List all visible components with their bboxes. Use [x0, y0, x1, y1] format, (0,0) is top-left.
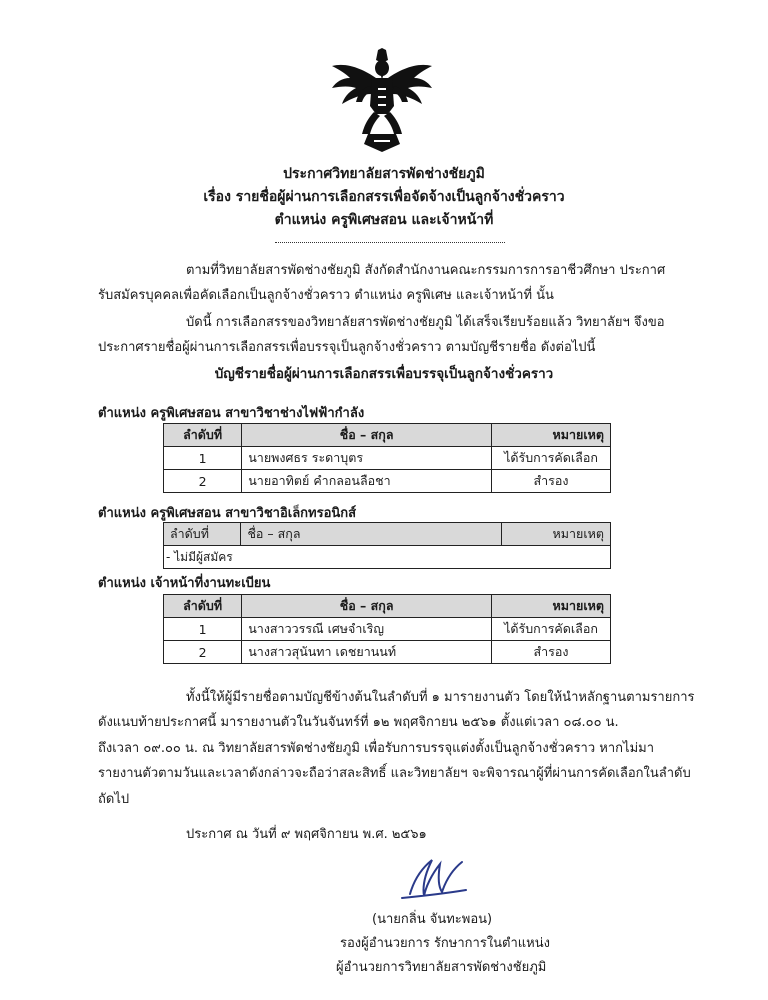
row-remark: สำรอง	[492, 641, 611, 664]
table-row	[164, 546, 611, 569]
garuda-emblem-icon	[326, 48, 438, 152]
col-remark-header: หมายเหตุ	[492, 424, 611, 447]
row-name: นายพงศธร ระดาบุตร	[242, 447, 492, 470]
signer-name: (นายกลิ่น จันทะพอน)	[372, 912, 493, 927]
closing-line-2: ดังแนบท้ายประกาศนี้ มารายงานตัวในวันจันทร์ที่ ๑๒ พฤศจิกายน ๒๕๖๑ ตั้งแต่เวลา ๐๘.๐๐ น.	[98, 715, 619, 730]
signer-title-1: รองผู้อำนวยการ รักษาการในตำแหน่ง	[340, 936, 550, 951]
col-name-header: ชื่อ – สกุล	[241, 523, 502, 546]
table-electrical	[163, 423, 611, 493]
closing-line-3: ถึงเวลา ๐๙.๐๐ น. ณ วิทยาลัยสารพัดช่างชัยภูมิ เพื่อรับการบรรจุแต่งตั้งเป็นลูกจ้างชั่วคราว หากไม่มา	[98, 741, 655, 756]
table-electronics	[163, 522, 611, 569]
row-remark: สำรอง	[492, 470, 611, 493]
header-subject: เรื่อง รายชื่อผู้ผ่านการเลือกสรรเพื่อจัดจ้างเป็นลูกจ้างชั่วคราว	[203, 189, 565, 205]
signature-icon	[392, 850, 472, 906]
col-remark-header: หมายเหตุ	[502, 523, 611, 546]
row-name: นางสาววรรณี เศษจำเริญ	[242, 618, 492, 641]
table-row	[164, 618, 611, 641]
table-row	[164, 447, 611, 470]
signer-title-2: ผู้อำนวยการวิทยาลัยสารพัดช่างชัยภูมิ	[336, 960, 547, 975]
section-label-registrar: ตำแหน่ง เจ้าหน้าที่งานทะเบียน	[98, 576, 271, 591]
row-name: นายอาทิตย์ คำกลอนลือชา	[242, 470, 492, 493]
closing-line-5: ถัดไป	[98, 792, 130, 807]
table-row	[164, 641, 611, 664]
col-order-header: ลำดับที่	[164, 523, 241, 546]
col-order-header: ลำดับที่	[164, 424, 242, 447]
row-order: 1	[164, 618, 242, 641]
row-order: 2	[164, 641, 242, 664]
closing-line-1: ทั้งนี้ให้ผู้มีรายชื่อตามบัญชีข้างต้นในลำดับที่ ๑ มารายงานตัว โดยให้นำหลักฐานตามรายการ	[186, 690, 695, 705]
intro-paragraph-2b: ประกาศรายชื่อผู้ผ่านการเลือกสรรเพื่อบรรจุเป็นลูกจ้างชั่วคราว ตามบัญชีรายชื่อ ดังต่อไปนี้	[98, 340, 596, 355]
list-title: บัญชีรายชื่อผู้ผ่านการเลือกสรรเพื่อบรรจุเป็นลูกจ้างชั่วคราว	[214, 366, 554, 382]
col-name-header: ชื่อ – สกุล	[242, 595, 492, 618]
col-name-header: ชื่อ – สกุล	[242, 424, 492, 447]
section-label-electrical: ตำแหน่ง ครูพิเศษสอน สาขาวิชาช่างไฟฟ้ากำลัง	[98, 406, 365, 421]
col-order-header: ลำดับที่	[164, 595, 242, 618]
row-order: 1	[164, 447, 242, 470]
row-remark: ได้รับการคัดเลือก	[492, 618, 611, 641]
intro-paragraph-1a: ตามที่วิทยาลัยสารพัดช่างชัยภูมิ สังกัดสำนักงานคณะกรรมการการอาชีวศึกษา ประกาศ	[186, 263, 666, 278]
table-registrar	[163, 594, 611, 664]
intro-paragraph-2a: บัดนี้ การเลือกสรรของวิทยาลัยสารพัดช่างชัยภูมิ ได้เสร็จเรียบร้อยแล้ว วิทยาลัยฯ จึงขอ	[186, 315, 665, 330]
col-remark-header: หมายเหตุ	[492, 595, 611, 618]
no-applicant-text: - ไม่มีผู้สมัคร	[164, 546, 611, 569]
section-label-electronics: ตำแหน่ง ครูพิเศษสอน สาขาวิชาอิเล็กทรอนิกส์	[98, 506, 357, 521]
row-order: 2	[164, 470, 242, 493]
row-remark: ได้รับการคัดเลือก	[492, 447, 611, 470]
row-name: นางสาวสุนันทา เดชยานนท์	[242, 641, 492, 664]
table-row	[164, 470, 611, 493]
header-title: ประกาศวิทยาลัยสารพัดช่างชัยภูมิ	[283, 166, 485, 182]
announcement-date: ประกาศ ณ วันที่ ๙ พฤศจิกายน พ.ศ. ๒๕๖๑	[186, 827, 427, 842]
dotted-separator	[275, 242, 505, 243]
closing-line-4: รายงานตัวตามวันและเวลาดังกล่าวจะถือว่าสละสิทธิ์ และวิทยาลัยฯ จะพิจารณาผู้ที่ผ่านการคัดเลือกในลำดับ	[98, 766, 691, 781]
intro-paragraph-1b: รับสมัครบุคคลเพื่อคัดเลือกเป็นลูกจ้างชั่วคราว ตำแหน่ง ครูพิเศษ และเจ้าหน้าที่ นั้น	[98, 288, 554, 303]
header-position: ตำแหน่ง ครูพิเศษสอน และเจ้าหน้าที่	[274, 212, 494, 228]
